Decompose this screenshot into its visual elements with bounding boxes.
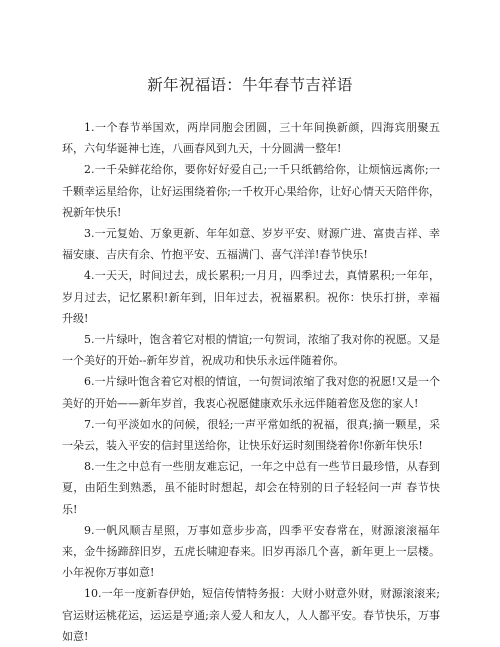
paragraph-3: 3.一元复始、万象更新、年年如意、岁岁平安、财源广进、富贵吉祥、幸福安康、吉庆有余、竹抱平安、五福满门、喜气洋洋!春节快乐! (62, 227, 440, 262)
paragraph-7: 7.一句平淡如水的问候，很轻;一声平常如纸的祝福，很真;摘一颗星，采一朵云，装入平安的信封里送给你，让快乐好运时刻围绕着你!你新年快乐! (62, 417, 440, 453)
paragraph-2: 2.一千朵鲜花给你，要你好好爱自己;一千只纸鹤给你，让烦恼远离你;一千颗幸运星给你，让好运围绕着你;一千枚开心果给你，让好心情天天陪伴你，祝新年快乐! (62, 163, 440, 219)
paragraph-8: 8.一生之中总有一些朋友难忘记，一年之中总有一些节日最珍惜，从春到夏，由陌生到熟悉，虽不能时时想起，却会在特别的日子轻轻问一声 春节快乐! (62, 460, 440, 516)
document-body (62, 117, 440, 647)
document-title: 新年祝福语：牛年春节吉祥语 (147, 76, 353, 94)
paragraph-1: 1.一个春节举国欢，两岸同胞会团圆，三十年间换新颜，四海宾朋聚五环，六句华诞神七连，八画春风到九天，十分圆满一整年! (62, 121, 440, 156)
paragraph-4: 4.一天天，时间过去，成长累积;一月月，四季过去，真情累积;一年年，岁月过去，记忆累积!新年到，旧年过去，祝福累积。祝你：快乐打拼，幸福升级! (62, 269, 440, 325)
paragraph-10: 10.一年一度新春伊始，短信传情特务报：大财小财意外财，财源滚滚来;官运财运桃花运，运运是亨通;亲人爱人和友人，人人都平安。春节快乐，万事如意! (62, 587, 440, 643)
paragraph-5: 5.一片绿叶，饱含着它对根的情谊;一句贺词，浓缩了我对你的祝愿。又是一个美好的开始--新年岁首，祝成功和快乐永远伴随着你。 (62, 333, 440, 368)
paragraph-6: 6.一片绿叶饱含着它对根的情谊，一句贺词浓缩了我对您的祝愿!又是一个美好的开始——新年岁首，我衷心祝愿健康欢乐永远伴随着您及您的家人! (62, 375, 440, 410)
paragraph-9: 9.一帆风顺吉星照，万事如意步步高，四季平安春常在，财源滚滚福年来，金牛扬蹄辞旧岁，五虎长啸迎春来。旧岁再添几个喜，新年更上一层楼。小年祝你万事如意! (62, 523, 440, 580)
